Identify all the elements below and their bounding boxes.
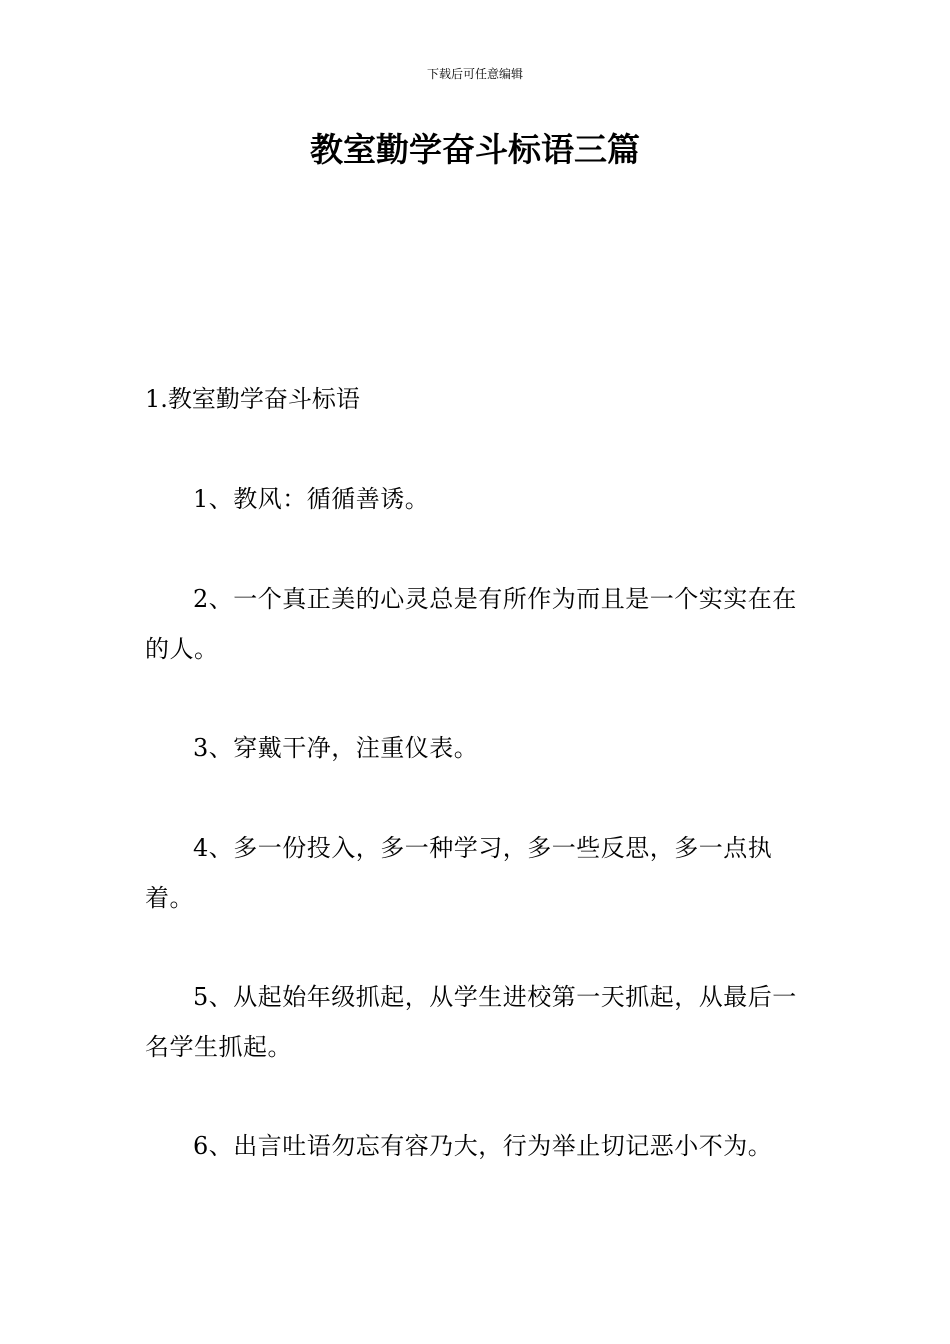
slogan-item-3: 3、穿戴干净，注重仪表。: [193, 734, 479, 762]
section-heading: 1.教室勤学奋斗标语: [145, 385, 360, 413]
slogan-item-2: 2、一个真正美的心灵总是有所作为而且是一个实实在在的人。: [145, 585, 797, 663]
slogan-item-4: 4、多一份投入，多一种学习，多一些反思，多一点执着。: [145, 834, 773, 912]
slogan-item-1: 1、教风：循循善诱。: [193, 485, 430, 513]
slogan-item-5: 5、从起始年级抓起，从学生进校第一天抓起，从最后一名学生抓起。: [145, 983, 797, 1061]
slogan-item-6: 6、出言吐语勿忘有容乃大，行为举止切记恶小不为。: [193, 1132, 773, 1160]
document-title: 教室勤学奋斗标语三篇: [310, 130, 640, 169]
page-header-note: 下载后可任意编辑: [426, 67, 523, 81]
